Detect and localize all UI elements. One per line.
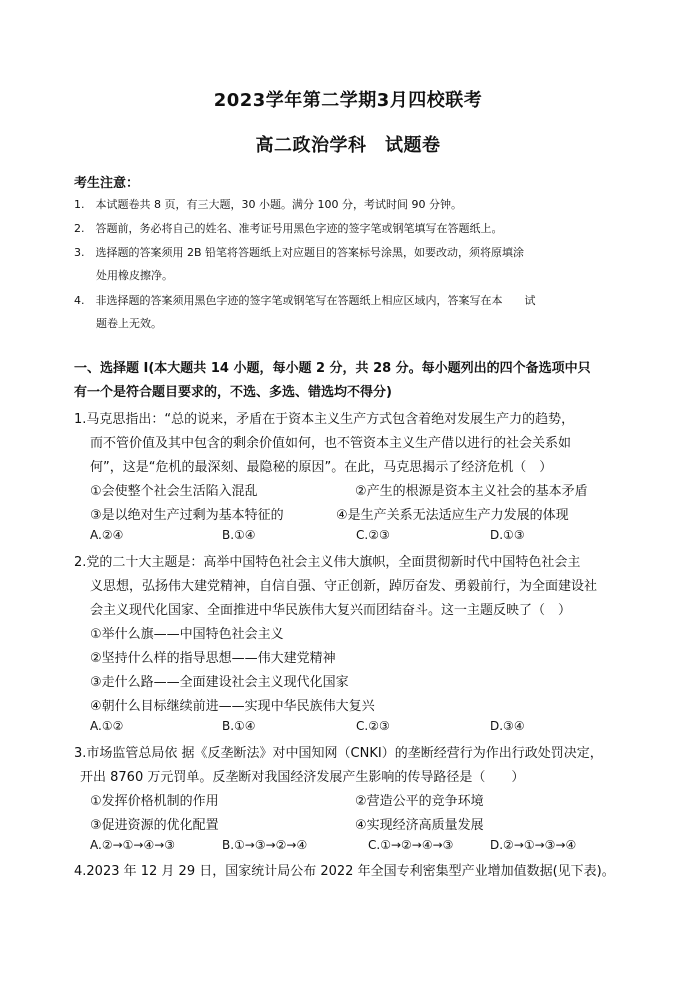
statement-3: ③走什么路——全面建设社会主义现代化国家: [90, 675, 349, 690]
statement-3: ③促进资源的优化配置: [90, 818, 219, 833]
statement-2: ②营造公平的竞争环境: [355, 794, 484, 809]
question-stem: 义思想，弘扬伟大建党精神，自信自强、守正创新，踔厉奋发、勇毅前行，为全面建设社: [90, 579, 598, 594]
option-b: B.①④: [222, 528, 256, 542]
statement-2: ②坚持什么样的指导思想——伟大建党精神: [90, 651, 336, 666]
option-d: D.②→①→③→④: [490, 838, 577, 852]
notice-line: 题卷上无效。: [96, 317, 162, 330]
option-d: D.③④: [490, 719, 525, 733]
statement-1: ①举什么旗——中国特色社会主义: [90, 627, 284, 642]
option-a: A.①②: [90, 719, 124, 733]
statement-3: ③是以绝对生产过剩为基本特征的: [90, 508, 284, 523]
statement-2: ②产生的根源是资本主义社会的基本矛盾: [355, 484, 588, 499]
question-stem: 4.2023 年 12 月 29 日，国家统计局公布 2022 年全国专利密集型产业增加值数据(见下表)。: [74, 864, 615, 879]
question-stem: 2.党的二十大主题是：高举中国特色社会主义伟大旗帜，全面贯彻新时代中国特色社会主: [74, 555, 581, 570]
question-stem: 会主义现代化国家、全面推进中华民族伟大复兴而团结奋斗。这一主题反映了（ ）: [90, 603, 572, 618]
statement-4: ④是生产关系无法适应生产力发展的体现: [336, 508, 569, 523]
notice-line: 1. 本试题卷共 8 页，有三大题，30 小题。满分 100 分，考试时间 90 分钟。: [74, 198, 462, 211]
question-stem: 开出 8760 万元罚单。反垄断对我国经济发展产生影响的传导路径是（ ）: [80, 770, 525, 785]
option-a: A.②④: [90, 528, 124, 542]
notice-line: 4. 非选择题的答案须用黑色字迹的签字笔或钢笔写在答题纸上相应区域内，答案写在本 试: [74, 294, 536, 307]
notice-heading: 考生注意：: [74, 176, 140, 191]
statement-1: ①发挥价格机制的作用: [90, 794, 219, 809]
statement-1: ①会使整个社会生活陷入混乱: [90, 484, 258, 499]
exam-title: 2023学年第二学期3月四校联考: [213, 90, 483, 111]
option-c: C.②③: [356, 528, 390, 542]
option-c: C.②③: [356, 719, 390, 733]
option-c: C.①→②→④→③: [368, 838, 454, 852]
option-b: B.①④: [222, 719, 256, 733]
question-stem: 3.市场监管总局依 据《反垄断法》对中国知网（CNKI）的垄断经营行为作出行政处罚决定，: [74, 746, 603, 761]
question-stem: 而不管价值及其中包含的剩余价值如何，也不管资本主义生产借以进行的社会关系如: [90, 436, 572, 451]
notice-line: 2. 答题前，务必将自己的姓名、准考证号用黑色字迹的签字笔或钢笔填写在答题纸上。: [74, 222, 503, 235]
question-stem: 何”，这是“危机的最深刻、最隐秘的原因”。在此，马克思揭示了经济危机（ ）: [90, 460, 553, 475]
exam-subtitle: 高二政治学科 试题卷: [255, 135, 441, 156]
notice-line: 处用橡皮擦净。: [96, 269, 173, 282]
option-a: A.②→①→④→③: [90, 838, 176, 852]
question-stem: 1.马克思指出：“总的说来，矛盾在于资本主义生产方式包含着绝对发展生产力的趋势，: [74, 412, 575, 427]
option-d: D.①③: [490, 528, 525, 542]
option-b: B.①→③→②→④: [222, 838, 308, 852]
statement-4: ④朝什么目标继续前进——实现中华民族伟大复兴: [90, 699, 375, 714]
notice-line: 3. 选择题的答案须用 2B 铅笔将答题纸上对应题目的答案标号涂黑，如要改动，须将原填涂: [74, 246, 525, 259]
statement-4: ④实现经济高质量发展: [355, 818, 484, 833]
